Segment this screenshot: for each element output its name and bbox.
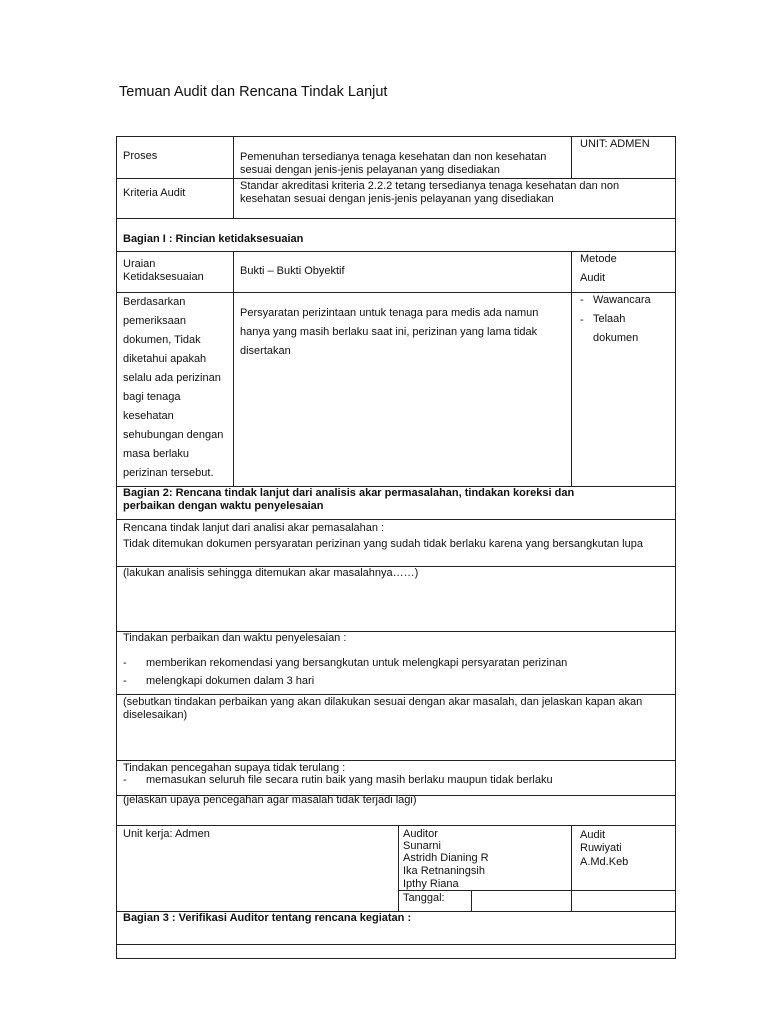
audit-name: Ruwiyati [580, 842, 622, 854]
auditor-name: Sunarni [403, 840, 441, 852]
page-title: Temuan Audit dan Rencana Tindak Lanjut [119, 84, 388, 100]
auditor-name: Astridh Dianing R [403, 852, 489, 864]
metode-item: Wawancara [593, 294, 651, 306]
bagian3-title: Bagian 3 : Verifikasi Auditor tentang rencana kegiatan : [123, 912, 412, 924]
col-bukti-header: Bukti – Bukti Obyektif [240, 265, 345, 277]
perbaikan-item: melengkapi dokumen dalam 3 hari [146, 675, 315, 687]
rencana-text: Tidak ditemukan dokumen persyaratan perizinan yang sudah tidak berlaku karena yang bersangkutan lupa [123, 538, 643, 550]
bagian1-title: Bagian I : Rincian ketidaksesuaian [123, 233, 304, 245]
col-divider [571, 136, 572, 179]
proses-label: Proses [123, 150, 158, 162]
auditor-label: Auditor [403, 828, 438, 840]
row-divider [116, 218, 676, 219]
perbaikan-dash: - [123, 657, 127, 669]
kriteria-label: Kriteria Audit [123, 187, 186, 199]
col-divider [233, 136, 234, 218]
col-divider [398, 825, 399, 911]
unit-label: UNIT: ADMEN [580, 138, 650, 150]
row-divider [116, 178, 676, 179]
proses-value: Pemenuhan tersedianya tenaga kesehatan dan non kesehatan sesuai dengan jenis-jenis pelayanan yang disediakan [240, 151, 547, 176]
perbaikan-label: Tindakan perbaikan dan waktu penyelesaian : [123, 632, 347, 644]
pencegahan-label: Tindakan pencegahan supaya tidak terulang : [123, 762, 346, 774]
metode-item: Telaah dokumen [593, 313, 639, 344]
col-metode-header: Metode Audit [580, 253, 617, 284]
audit-label: Audit [580, 829, 606, 841]
col-divider [233, 251, 234, 486]
auditor-name: Ika Retnaningsih [403, 865, 485, 877]
audit-title: A.Md.Keb [580, 856, 629, 868]
auditor-name: Ipthy Riana [403, 878, 459, 890]
rencana-label: Rencana tindak lanjut dari analisi akar pemasalahan : [123, 522, 385, 534]
pencegahan-hint: (jelaskan upaya pencegahan agar masalah tidak terjadi lagi) [123, 794, 417, 806]
metode-dash: - [580, 314, 584, 326]
perbaikan-dash: - [123, 675, 127, 687]
row-divider [116, 760, 676, 761]
bagian2-title: Bagian 2: Rencana tindak lanjut dari analisis akar permasalahan, tindakan koreksi dan perbaikan dengan waktu penyelesaian [123, 487, 575, 512]
bukti-text: Persyaratan perizintaan untuk tenaga para medis ada namun hanya yang masih berlaku saat ini, perizinan yang lama tidak disertakan [240, 307, 539, 357]
row-divider [116, 825, 676, 826]
col-divider [571, 251, 572, 486]
perbaikan-item: memberikan rekomendasi yang bersangkutan untuk melengkapi persyaratan perizinan [146, 657, 568, 669]
metode-dash: - [580, 294, 584, 306]
col-divider [571, 825, 572, 911]
row-divider [116, 944, 676, 945]
analisis-hint: (lakukan analisis sehingga ditemukan akar masalahnya……) [123, 567, 419, 579]
col-divider [471, 890, 472, 911]
col-uraian-header: Uraian Ketidaksesuaian [123, 258, 204, 283]
perbaikan-hint: (sebutkan tindakan perbaikan yang akan dilakukan sesuai dengan akar masalah, dan jelaskan kapan akan diselesaikan) [123, 696, 643, 721]
uraian-text: Berdasarkan pemeriksaan dokumen, Tidak diketahui apakah selalu ada perizinan bagi tenaga kesehatan sehubungan dengan masa berlaku perizinan tersebut. [123, 296, 224, 479]
pencegahan-dash: - [123, 774, 127, 786]
tanggal-label: Tanggal: [403, 892, 445, 904]
row-divider [116, 519, 676, 520]
row-divider [116, 694, 676, 695]
kriteria-value: Standar akreditasi kriteria 2.2.2 tetang tersedianya tenaga kesehatan dan non kesehatan sesuai dengan jenis-jenis pelayanan yang disediakan [240, 180, 620, 205]
unit-kerja: Unit kerja: Admen [123, 828, 210, 840]
pencegahan-item: memasukan seluruh file secara rutin baik yang masih berlaku maupun tidak berlaku [146, 774, 553, 786]
